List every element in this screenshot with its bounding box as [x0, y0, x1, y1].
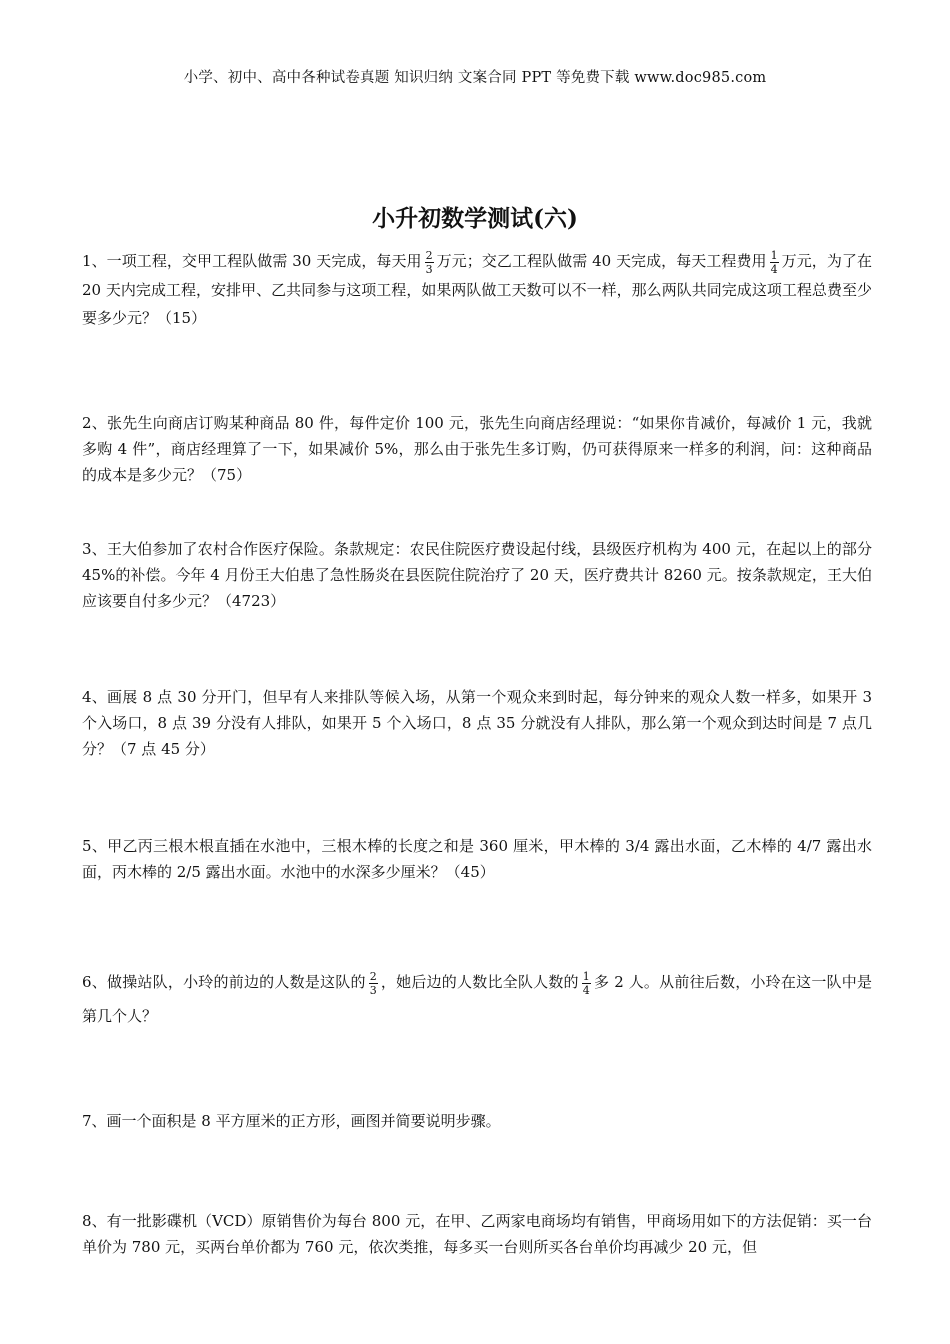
question-7: 7、画一个面积是 8 平方厘米的正方形，画图并简要说明步骤。: [82, 1112, 501, 1130]
question-2: 2、张先生向商店订购某种商品 80 件，每件定价 100 元，张先生向商店经理说：“如果你肯减价，每减价 1 元，我就多购 4 件”，商店经理算了一下，如果减价 5%，那么由于张先生多订购，仍可获得原来一样多的利润，问：这种商品的成本是多少元？（75）: [82, 414, 872, 484]
page-title: 小升初数学测试(六): [372, 205, 578, 232]
fraction-two-thirds: $\frac{2}{3}$: [369, 969, 377, 997]
question-5: 5、甲乙丙三根木根直插在水池中，三根木棒的长度之和是 360 厘米，甲木棒的 3/4 露出水面，乙木棒的 4/7 露出水面，丙木棒的 2/5 露出水面。水池中的水深多少厘米？（45）: [82, 837, 872, 881]
fraction-one-quarter: $\frac{1}{4}$: [582, 969, 590, 997]
question-1-text-c: 万元，为了在 20 天内完成工程，安排甲、乙共同参与这项工程，如果两队做工天数可以不一样，那么两队共同完成这项工程总费至少要多少元？（15）: [82, 252, 872, 327]
fraction-two-thirds: $\frac{2}{3}$: [425, 248, 433, 276]
question-6-text-b: ，她后边的人数比全队人数的: [380, 973, 579, 991]
question-8: 8、有一批影碟机（VCD）原销售价为每台 800 元，在甲、乙两家电商场均有销售，甲商场用如下的方法促销：买一台单价为 780 元，买两台单价都为 760 元，依次类推，每多买一台则所买各台单价均再减少 20 元，但: [82, 1212, 872, 1256]
question-6-text-c: 多 2 人。从前往后数，小玲在这一队中是第几个人？: [82, 973, 872, 1025]
question-1-text-b: 万元；交乙工程队做需 40 天完成，每天工程费用: [436, 252, 767, 270]
question-4: 4、画展 8 点 30 分开门，但早有人来排队等候入场，从第一个观众来到时起，每分钟来的观众人数一样多，如果开 3 个入场口，8 点 39 分没有人排队，如果开 5 个入场口，8 点 35 分就没有人排队，那么第一个观众到达时间是 7 点几分？（7 点 45 分）: [82, 688, 872, 758]
question-3: 3、王大伯参加了农村合作医疗保险。条款规定：农民住院医疗费设起付线，县级医疗机构为 400 元，在起以上的部分 45%的补偿。今年 4 月份王大伯患了急性肠炎在县医院住院治疗了 20 天，医疗费共计 8260 元。按条款规定，王大伯应该要自付多少元？（4723）: [82, 540, 872, 610]
page-header: 小学、初中、高中各种试卷真题 知识归纳 文案合同 PPT 等免费下载 www.doc985.com: [183, 70, 767, 86]
question-6: [82, 965, 872, 1033]
fraction-one-quarter: $\frac{1}{4}$: [770, 248, 778, 276]
question-1: [82, 247, 872, 332]
question-1-text-a: 1、一项工程，交甲工程队做需 30 天完成，每天用: [82, 252, 422, 270]
question-6-text-a: 6、做操站队，小玲的前边的人数是这队的: [82, 973, 366, 991]
